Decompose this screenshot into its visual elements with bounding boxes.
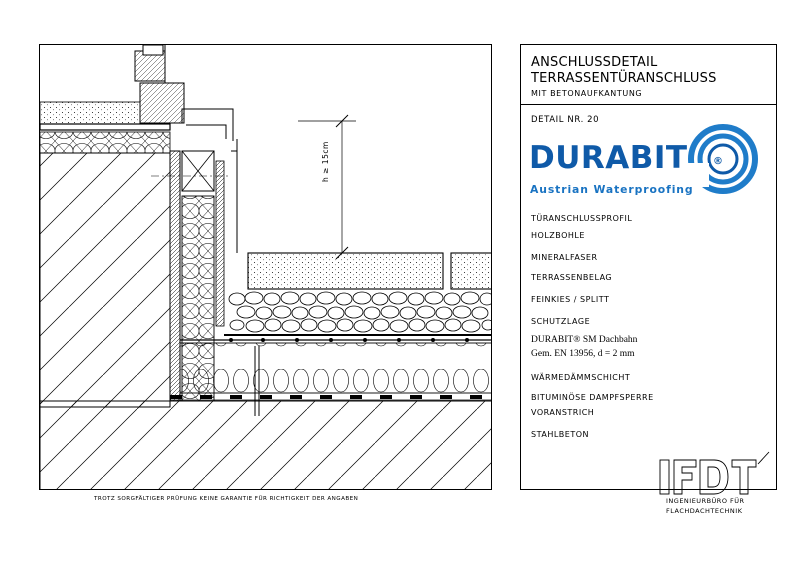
ifdt-line-1: INGENIEURBÜRO FÜR — [666, 497, 745, 505]
terrace-paver — [248, 253, 443, 289]
brand-logo — [529, 123, 769, 203]
layer-label: TÜRANSCHLUSSPROFIL — [531, 214, 633, 223]
layer-label: MINERALFASER — [531, 253, 598, 262]
layer-label: HOLZBOHLE — [531, 231, 585, 240]
upstand-protection — [216, 161, 224, 326]
registered-mark: ® — [713, 156, 723, 167]
subtitle: MIT BETONAUFKANTUNG — [531, 89, 643, 98]
title-line-1: ANSCHLUSSDETAIL — [531, 55, 658, 70]
title-line-2: TERRASSENTÜRANSCHLUSS — [531, 71, 717, 86]
layer-label: BITUMINÖSE DAMPFSPERRE — [531, 393, 654, 402]
title-block — [520, 44, 777, 490]
interior-membrane — [40, 124, 170, 130]
section-drawing — [40, 45, 492, 490]
ifdt-line-2: FLACHDACHTECHNIK — [666, 507, 743, 515]
concrete-wall — [40, 153, 170, 407]
terrace-paver-2 — [451, 253, 492, 289]
terrace-insulation — [180, 343, 492, 393]
upstand-membrane — [170, 151, 180, 401]
title-divider — [521, 104, 776, 105]
concrete-slab — [40, 401, 492, 490]
layer-label: TERRASSENBELAG — [531, 273, 613, 282]
dimension-label: h ≥ 15cm — [321, 141, 330, 182]
layer-label: DURABIT® SM Dachbahn — [531, 335, 638, 345]
layer-label: WÄRMEDÄMMSCHICHT — [531, 373, 631, 382]
drawing-frame — [39, 44, 492, 490]
door-frame-cap — [143, 45, 163, 55]
layer-label: Gem. EN 13956, d = 2 mm — [531, 349, 635, 359]
layer-label: VORANSTRICH — [531, 408, 595, 417]
ifdt-logo — [658, 450, 778, 520]
ifdt-wordmark-icon — [658, 450, 770, 496]
brand-tagline: Austrian Waterproofing — [530, 183, 694, 196]
disclaimer: TROTZ SORGFÄLTIGER PRÜFUNG KEINE GARANTIE FÜR RICHTIGKEIT DER ANGABEN — [94, 496, 359, 502]
interior-insulation — [40, 132, 170, 153]
interior-screed — [40, 102, 140, 124]
layer-label: STAHLBETON — [531, 430, 589, 439]
gravel-bed — [229, 292, 492, 332]
layer-label: SCHUTZLAGE — [531, 317, 591, 326]
door-sill-wood — [140, 83, 184, 123]
brand-name: DURABIT — [529, 140, 688, 176]
detail-number: DETAIL NR. 20 — [531, 115, 600, 125]
layer-label: FEINKIES / SPLITT — [531, 295, 610, 304]
